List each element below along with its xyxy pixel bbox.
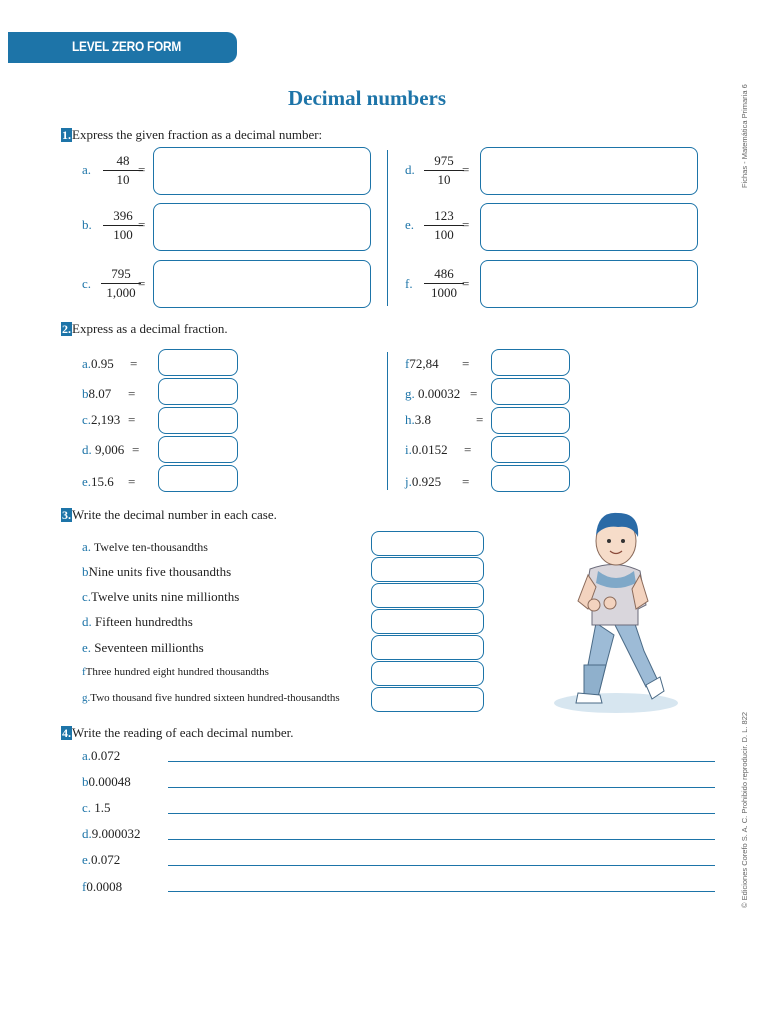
level-banner [8,32,237,63]
page-title: Decimal numbers [287,86,447,110]
q4-e-answer-line[interactable] [168,865,715,866]
q2-i-item: i.0.0152 [405,442,448,457]
q4-d-answer-line[interactable] [168,839,715,840]
q3-g-answer-box[interactable] [371,687,484,712]
q1-number: 1. [62,128,71,142]
q3-a-item: a. Twelve ten-thousandths [82,539,208,554]
q2-b-answer-box[interactable] [158,378,238,405]
banner-label: LEVEL ZERO FORM [72,38,182,54]
q2-i-answer-box[interactable] [491,436,570,463]
q1-c-answer-box[interactable] [153,260,371,308]
q4-b-answer-line[interactable] [168,787,715,788]
q2-h-answer-box[interactable] [491,407,570,434]
q1-c-label: c. [82,276,92,291]
q2-d-answer-box[interactable] [158,436,238,463]
q4-a-item: a.0.072 [82,748,121,763]
q2-f-equals: = [462,356,470,371]
q1-a-fraction: 48 10 [103,153,143,188]
q3-e-item: e. Seventeen millionths [82,640,204,655]
q2-c-answer-box[interactable] [158,407,238,434]
q2-g-answer-box[interactable] [491,378,570,405]
q1-prompt: Express the given fraction as a decimal number: [72,127,323,142]
boy-walking-illustration [548,505,684,717]
q2-c-item: c.2,193 [82,412,121,427]
q1-d-fraction: 975 10 [424,153,464,188]
q2-g-item: g. 0.00032 [405,386,461,401]
q1-f-fraction: 486 1000 [424,266,464,301]
q2-j-equals: = [462,474,470,489]
q4-e-item: e.0.072 [82,852,121,867]
q3-f-item: fThree hundred eight hundred thousandths [82,666,269,678]
q3-prompt: Write the decimal number in each case. [72,507,277,522]
q2-g-equals: = [470,386,478,401]
q3-b-item: bNine units five thousandths [82,564,232,579]
q1-b-equals: = [138,217,146,232]
q3-d-item: d. Fifteen hundredths [82,614,193,629]
q1-d-answer-box[interactable] [480,147,698,195]
q2-j-item: j.0.925 [405,474,442,489]
q1-c-equals: = [138,276,146,291]
q3-g-item: g.Two thousand five hundred sixteen hundred-thousandths [82,692,340,704]
side-caption-bottom: © Ediciones Corefo S. A. C. Prohibido reproducir. D. L. 822 [740,711,749,908]
q4-c-answer-line[interactable] [168,813,715,814]
q1-b-label: b. [82,217,92,232]
q4-d-item: d.9.000032 [82,826,141,841]
q2-h-item: h.3.8 [405,412,431,427]
q3-b-answer-box[interactable] [371,557,484,582]
q2-a-answer-box[interactable] [158,349,238,376]
q2-number: 2. [62,322,71,336]
q4-c-item: c. 1.5 [82,800,111,815]
q2-i-equals: = [464,442,472,457]
q2-e-answer-box[interactable] [158,465,238,492]
q1-f-label: f. [405,276,413,291]
q2-f-answer-box[interactable] [491,349,570,376]
q2-divider [387,352,388,490]
q1-a-label: a. [82,162,92,177]
q4-number: 4. [62,726,71,740]
q1-f-answer-box[interactable] [480,260,698,308]
q2-h-equals: = [476,412,484,427]
q3-f-answer-box[interactable] [371,661,484,686]
q1-e-label: e. [405,217,415,232]
q1-e-answer-box[interactable] [480,203,698,251]
q3-number: 3. [62,508,71,522]
q2-prompt: Express as a decimal fraction. [72,321,228,336]
q1-a-answer-box[interactable] [153,147,371,195]
q1-c-fraction: 795 1,000 [101,266,141,301]
q2-b-equals: = [128,386,136,401]
q3-a-answer-box[interactable] [371,531,484,556]
q3-c-answer-box[interactable] [371,583,484,608]
q2-d-item: d. 9,006 [82,442,125,457]
q2-f-item: f72,84 [405,356,439,371]
q4-f-answer-line[interactable] [168,891,715,892]
q1-b-answer-box[interactable] [153,203,371,251]
q3-d-answer-box[interactable] [371,609,484,634]
q2-e-item: e.15.6 [82,474,114,489]
q4-b-item: b0.00048 [82,774,131,789]
q2-b-item: b8.07 [82,386,112,401]
q1-f-equals: = [462,276,470,291]
side-caption-top: Fichas - Matemática Primaria 6 [740,84,749,188]
q2-j-answer-box[interactable] [491,465,570,492]
q1-e-equals: = [462,217,470,232]
q1-e-fraction: 123 100 [424,208,464,243]
q4-a-answer-line[interactable] [168,761,715,762]
q2-a-equals: = [130,356,138,371]
q2-c-equals: = [128,412,136,427]
q3-e-answer-box[interactable] [371,635,484,660]
q1-a-equals: = [138,162,146,177]
q4-f-item: f0.0008 [82,879,123,894]
q1-d-equals: = [462,162,470,177]
q4-prompt: Write the reading of each decimal number. [72,725,294,740]
q2-a-item: a.0.95 [82,356,114,371]
q1-b-fraction: 396 100 [103,208,143,243]
q2-d-equals: = [132,442,140,457]
q3-c-item: c.Twelve units nine millionths [82,589,240,604]
q1-d-label: d. [405,162,415,177]
q1-divider [387,150,388,306]
q2-e-equals: = [128,474,136,489]
